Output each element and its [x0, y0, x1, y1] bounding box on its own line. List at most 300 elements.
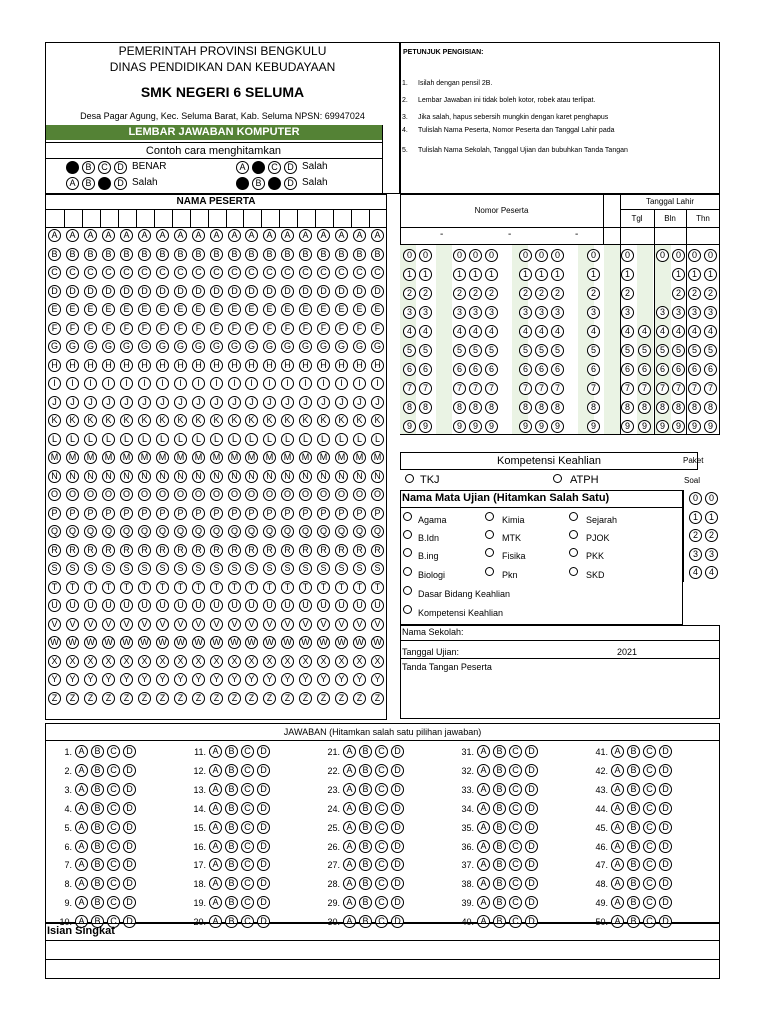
name-bubble[interactable]: B [84, 248, 97, 261]
name-bubble[interactable]: C [48, 266, 61, 279]
atph-radio[interactable] [553, 474, 562, 483]
answer-bubble[interactable]: A [477, 783, 490, 796]
answer-bubble[interactable]: C [241, 840, 254, 853]
answer-bubble[interactable]: C [643, 821, 656, 834]
answer-bubble[interactable]: A [611, 764, 624, 777]
name-bubble[interactable]: Y [138, 673, 151, 686]
name-bubble[interactable]: D [245, 285, 258, 298]
number-bubble[interactable]: 2 [469, 287, 482, 300]
answer-bubble[interactable]: A [611, 840, 624, 853]
name-bubble[interactable]: S [210, 562, 223, 575]
name-bubble[interactable]: E [335, 303, 348, 316]
number-bubble[interactable]: 8 [638, 401, 651, 414]
number-bubble[interactable]: 5 [621, 344, 634, 357]
name-bubble[interactable]: N [353, 470, 366, 483]
answer-bubble[interactable]: C [241, 821, 254, 834]
answer-bubble[interactable]: D [659, 802, 672, 815]
number-bubble[interactable]: 4 [621, 325, 634, 338]
name-bubble[interactable]: P [48, 507, 61, 520]
subject-radio[interactable] [569, 530, 578, 539]
number-bubble[interactable]: 3 [469, 306, 482, 319]
answer-bubble[interactable]: B [359, 896, 372, 909]
name-bubble[interactable]: I [84, 377, 97, 390]
name-bubble[interactable]: M [335, 451, 348, 464]
number-bubble[interactable]: 5 [672, 344, 685, 357]
answer-bubble[interactable]: D [123, 840, 136, 853]
name-bubble[interactable]: A [299, 229, 312, 242]
name-bubble[interactable]: Q [245, 525, 258, 538]
name-bubble[interactable]: U [192, 599, 205, 612]
paket-bubble[interactable]: 0 [705, 492, 718, 505]
name-bubble[interactable]: D [174, 285, 187, 298]
answer-bubble[interactable]: B [493, 915, 506, 928]
name-bubble[interactable]: M [84, 451, 97, 464]
name-bubble[interactable]: Z [192, 692, 205, 705]
number-bubble[interactable]: 2 [551, 287, 564, 300]
answer-bubble[interactable]: B [359, 783, 372, 796]
name-bubble[interactable]: A [353, 229, 366, 242]
answer-bubble[interactable]: C [643, 896, 656, 909]
name-bubble[interactable]: B [281, 248, 294, 261]
answer-bubble[interactable]: B [91, 821, 104, 834]
name-bubble[interactable]: P [245, 507, 258, 520]
answer-bubble[interactable]: A [343, 896, 356, 909]
name-bubble[interactable]: U [102, 599, 115, 612]
name-bubble[interactable]: G [210, 340, 223, 353]
answer-bubble[interactable]: B [225, 840, 238, 853]
name-bubble[interactable]: M [48, 451, 61, 464]
paket-bubble[interactable]: 4 [705, 566, 718, 579]
answer-bubble[interactable]: B [359, 877, 372, 890]
number-bubble[interactable]: 8 [403, 401, 416, 414]
name-bubble[interactable]: F [84, 322, 97, 335]
name-bubble[interactable]: J [156, 396, 169, 409]
name-bubble[interactable]: V [263, 618, 276, 631]
name-bubble[interactable]: Y [120, 673, 133, 686]
number-bubble[interactable]: 4 [587, 325, 600, 338]
number-bubble[interactable]: 7 [419, 382, 432, 395]
name-bubble[interactable]: U [353, 599, 366, 612]
name-bubble[interactable]: O [192, 488, 205, 501]
number-bubble[interactable]: 6 [419, 363, 432, 376]
name-bubble[interactable]: X [66, 655, 79, 668]
name-bubble[interactable]: W [84, 636, 97, 649]
number-bubble[interactable]: 5 [403, 344, 416, 357]
name-bubble[interactable]: W [192, 636, 205, 649]
name-bubble[interactable]: D [120, 285, 133, 298]
number-bubble[interactable]: 0 [704, 249, 717, 262]
name-bubble[interactable]: U [156, 599, 169, 612]
answer-bubble[interactable]: B [627, 840, 640, 853]
name-bubble[interactable]: I [245, 377, 258, 390]
number-bubble[interactable]: 0 [519, 249, 532, 262]
name-bubble[interactable]: I [156, 377, 169, 390]
name-bubble[interactable]: R [353, 544, 366, 557]
name-bubble[interactable]: N [156, 470, 169, 483]
name-bubble[interactable]: M [174, 451, 187, 464]
answer-bubble[interactable]: A [343, 821, 356, 834]
number-bubble[interactable]: 1 [688, 268, 701, 281]
name-bubble[interactable]: C [245, 266, 258, 279]
name-bubble[interactable]: Z [245, 692, 258, 705]
name-bubble[interactable]: R [138, 544, 151, 557]
number-bubble[interactable]: 6 [587, 363, 600, 376]
answer-bubble[interactable]: C [375, 840, 388, 853]
name-bubble[interactable]: Z [120, 692, 133, 705]
name-bubble[interactable]: I [174, 377, 187, 390]
name-bubble[interactable]: M [66, 451, 79, 464]
name-bubble[interactable]: X [156, 655, 169, 668]
name-bubble[interactable]: Y [335, 673, 348, 686]
answer-bubble[interactable]: A [209, 783, 222, 796]
name-bubble[interactable]: S [84, 562, 97, 575]
subject-radio[interactable] [403, 512, 412, 521]
name-bubble[interactable]: N [371, 470, 384, 483]
answer-bubble[interactable]: A [477, 821, 490, 834]
answer-bubble[interactable]: B [627, 896, 640, 909]
name-bubble[interactable]: T [192, 581, 205, 594]
answer-bubble[interactable]: B [493, 821, 506, 834]
name-bubble[interactable]: G [353, 340, 366, 353]
answer-bubble[interactable]: C [107, 745, 120, 758]
answer-bubble[interactable]: D [257, 821, 270, 834]
answer-bubble[interactable]: D [257, 858, 270, 871]
name-bubble[interactable]: Y [84, 673, 97, 686]
answer-bubble[interactable]: D [525, 915, 538, 928]
paket-bubble[interactable]: 0 [689, 492, 702, 505]
name-bubble[interactable]: F [138, 322, 151, 335]
name-bubble[interactable]: T [371, 581, 384, 594]
name-bubble[interactable]: H [138, 359, 151, 372]
name-bubble[interactable]: C [210, 266, 223, 279]
name-bubble[interactable]: P [210, 507, 223, 520]
answer-bubble[interactable]: C [509, 802, 522, 815]
answer-bubble[interactable]: D [257, 896, 270, 909]
name-bubble[interactable]: A [263, 229, 276, 242]
name-bubble[interactable]: U [84, 599, 97, 612]
answer-bubble[interactable]: B [627, 821, 640, 834]
number-bubble[interactable]: 9 [453, 420, 466, 433]
answer-bubble[interactable]: D [525, 877, 538, 890]
name-bubble[interactable]: R [192, 544, 205, 557]
name-bubble[interactable]: H [263, 359, 276, 372]
answer-bubble[interactable]: D [659, 858, 672, 871]
number-bubble[interactable]: 4 [551, 325, 564, 338]
name-bubble[interactable]: K [281, 414, 294, 427]
number-bubble[interactable]: 2 [519, 287, 532, 300]
answer-bubble[interactable]: C [375, 877, 388, 890]
name-bubble[interactable]: Z [263, 692, 276, 705]
name-bubble[interactable]: N [245, 470, 258, 483]
name-bubble[interactable]: A [210, 229, 223, 242]
name-bubble[interactable]: R [335, 544, 348, 557]
answer-bubble[interactable]: C [643, 764, 656, 777]
name-bubble[interactable]: W [263, 636, 276, 649]
answer-bubble[interactable]: A [209, 745, 222, 758]
number-bubble[interactable]: 9 [551, 420, 564, 433]
answer-bubble[interactable]: C [643, 802, 656, 815]
answer-bubble[interactable]: D [659, 877, 672, 890]
name-bubble[interactable]: C [353, 266, 366, 279]
number-bubble[interactable]: 4 [485, 325, 498, 338]
name-bubble[interactable]: L [281, 433, 294, 446]
answer-bubble[interactable]: D [391, 858, 404, 871]
name-bubble[interactable]: B [174, 248, 187, 261]
name-bubble[interactable]: R [371, 544, 384, 557]
name-bubble[interactable]: L [210, 433, 223, 446]
number-bubble[interactable]: 7 [485, 382, 498, 395]
name-bubble[interactable]: P [317, 507, 330, 520]
name-bubble[interactable]: E [281, 303, 294, 316]
name-bubble[interactable]: H [174, 359, 187, 372]
name-bubble[interactable]: J [210, 396, 223, 409]
name-bubble[interactable]: A [102, 229, 115, 242]
name-bubble[interactable]: H [84, 359, 97, 372]
answer-bubble[interactable]: C [509, 858, 522, 871]
answer-bubble[interactable]: A [75, 764, 88, 777]
name-bubble[interactable]: J [371, 396, 384, 409]
name-bubble[interactable]: I [353, 377, 366, 390]
number-bubble[interactable]: 6 [453, 363, 466, 376]
name-bubble[interactable]: D [66, 285, 79, 298]
name-bubble[interactable]: U [120, 599, 133, 612]
name-bubble[interactable]: H [210, 359, 223, 372]
answer-bubble[interactable]: D [257, 764, 270, 777]
answer-bubble[interactable]: B [225, 858, 238, 871]
answer-bubble[interactable]: B [493, 745, 506, 758]
number-bubble[interactable]: 6 [485, 363, 498, 376]
answer-bubble[interactable]: B [627, 783, 640, 796]
answer-bubble[interactable]: D [257, 802, 270, 815]
name-bubble[interactable]: U [371, 599, 384, 612]
name-bubble[interactable]: C [138, 266, 151, 279]
answer-bubble[interactable]: B [225, 764, 238, 777]
answer-bubble[interactable]: B [493, 840, 506, 853]
name-bubble[interactable]: S [228, 562, 241, 575]
name-bubble[interactable]: R [174, 544, 187, 557]
name-bubble[interactable]: T [228, 581, 241, 594]
name-bubble[interactable]: W [228, 636, 241, 649]
name-bubble[interactable]: B [335, 248, 348, 261]
paket-bubble[interactable]: 3 [689, 548, 702, 561]
number-bubble[interactable]: 6 [535, 363, 548, 376]
number-bubble[interactable]: 7 [621, 382, 634, 395]
number-bubble[interactable]: 1 [403, 268, 416, 281]
name-bubble[interactable]: M [353, 451, 366, 464]
subject-radio[interactable] [569, 567, 578, 576]
name-bubble[interactable]: K [174, 414, 187, 427]
name-bubble[interactable]: I [335, 377, 348, 390]
answer-bubble[interactable]: A [611, 745, 624, 758]
name-bubble[interactable]: J [174, 396, 187, 409]
name-bubble[interactable]: K [299, 414, 312, 427]
number-bubble[interactable]: 9 [535, 420, 548, 433]
number-bubble[interactable]: 3 [621, 306, 634, 319]
answer-bubble[interactable]: A [343, 745, 356, 758]
name-bubble[interactable]: G [84, 340, 97, 353]
name-bubble[interactable]: R [48, 544, 61, 557]
number-bubble[interactable]: 4 [688, 325, 701, 338]
name-bubble[interactable]: R [156, 544, 169, 557]
number-bubble[interactable]: 6 [638, 363, 651, 376]
name-bubble[interactable]: O [102, 488, 115, 501]
name-bubble[interactable]: Z [317, 692, 330, 705]
name-bubble[interactable]: J [263, 396, 276, 409]
answer-bubble[interactable]: A [75, 783, 88, 796]
name-bubble[interactable]: N [84, 470, 97, 483]
number-bubble[interactable]: 7 [672, 382, 685, 395]
name-bubble[interactable]: V [353, 618, 366, 631]
subject-radio[interactable] [403, 605, 412, 614]
name-bubble[interactable]: E [192, 303, 205, 316]
name-bubble[interactable]: X [138, 655, 151, 668]
number-bubble[interactable]: 4 [672, 325, 685, 338]
name-bubble[interactable]: Z [48, 692, 61, 705]
name-bubble[interactable]: N [335, 470, 348, 483]
name-bubble[interactable]: P [102, 507, 115, 520]
paket-bubble[interactable]: 2 [689, 529, 702, 542]
name-bubble[interactable]: I [263, 377, 276, 390]
name-bubble[interactable]: O [84, 488, 97, 501]
answer-bubble[interactable]: A [209, 896, 222, 909]
name-bubble[interactable]: F [102, 322, 115, 335]
answer-bubble[interactable]: C [107, 840, 120, 853]
answer-bubble[interactable]: C [643, 783, 656, 796]
name-bubble[interactable]: M [210, 451, 223, 464]
name-bubble[interactable]: G [263, 340, 276, 353]
answer-bubble[interactable]: D [123, 858, 136, 871]
name-bubble[interactable]: O [335, 488, 348, 501]
answer-bubble[interactable]: A [477, 745, 490, 758]
name-bubble[interactable]: S [120, 562, 133, 575]
name-bubble[interactable]: G [299, 340, 312, 353]
number-bubble[interactable]: 8 [551, 401, 564, 414]
name-bubble[interactable]: Y [66, 673, 79, 686]
answer-bubble[interactable]: B [627, 802, 640, 815]
number-bubble[interactable]: 9 [485, 420, 498, 433]
answer-bubble[interactable]: C [509, 783, 522, 796]
name-bubble[interactable]: T [120, 581, 133, 594]
answer-bubble[interactable]: C [509, 764, 522, 777]
number-bubble[interactable]: 6 [469, 363, 482, 376]
name-bubble[interactable]: B [138, 248, 151, 261]
answer-bubble[interactable]: D [257, 915, 270, 928]
name-bubble[interactable]: T [281, 581, 294, 594]
answer-bubble[interactable]: D [525, 783, 538, 796]
answer-bubble[interactable]: C [509, 896, 522, 909]
name-bubble[interactable]: W [299, 636, 312, 649]
number-bubble[interactable]: 7 [535, 382, 548, 395]
answer-bubble[interactable]: D [659, 821, 672, 834]
name-bubble[interactable]: W [281, 636, 294, 649]
answer-bubble[interactable]: C [375, 745, 388, 758]
name-bubble[interactable]: L [102, 433, 115, 446]
number-bubble[interactable]: 7 [688, 382, 701, 395]
name-bubble[interactable]: I [299, 377, 312, 390]
name-bubble[interactable]: B [102, 248, 115, 261]
name-bubble[interactable]: C [335, 266, 348, 279]
name-bubble[interactable]: W [66, 636, 79, 649]
name-bubble[interactable]: U [138, 599, 151, 612]
name-bubble[interactable]: F [66, 322, 79, 335]
name-bubble[interactable]: R [84, 544, 97, 557]
number-bubble[interactable]: 6 [519, 363, 532, 376]
paket-bubble[interactable]: 1 [689, 511, 702, 524]
name-bubble[interactable]: X [84, 655, 97, 668]
name-bubble[interactable]: S [281, 562, 294, 575]
name-bubble[interactable]: C [371, 266, 384, 279]
name-bubble[interactable]: F [210, 322, 223, 335]
answer-bubble[interactable]: A [75, 877, 88, 890]
name-bubble[interactable]: L [84, 433, 97, 446]
name-bubble[interactable]: B [192, 248, 205, 261]
name-bubble[interactable]: M [102, 451, 115, 464]
name-bubble[interactable]: O [353, 488, 366, 501]
name-bubble[interactable]: H [156, 359, 169, 372]
answer-bubble[interactable]: B [493, 858, 506, 871]
name-bubble[interactable]: M [263, 451, 276, 464]
name-bubble[interactable]: I [210, 377, 223, 390]
answer-bubble[interactable]: B [359, 858, 372, 871]
answer-bubble[interactable]: A [75, 858, 88, 871]
answer-bubble[interactable]: D [659, 764, 672, 777]
number-bubble[interactable]: 5 [704, 344, 717, 357]
number-bubble[interactable]: 9 [688, 420, 701, 433]
number-bubble[interactable]: 4 [535, 325, 548, 338]
name-bubble[interactable]: N [263, 470, 276, 483]
answer-bubble[interactable]: B [225, 821, 238, 834]
name-bubble[interactable]: P [192, 507, 205, 520]
name-bubble[interactable]: S [138, 562, 151, 575]
name-bubble[interactable]: V [174, 618, 187, 631]
answer-bubble[interactable]: C [241, 858, 254, 871]
name-bubble[interactable]: D [102, 285, 115, 298]
name-bubble[interactable]: S [174, 562, 187, 575]
answer-bubble[interactable]: C [107, 802, 120, 815]
name-bubble[interactable]: W [245, 636, 258, 649]
answer-bubble[interactable]: B [359, 821, 372, 834]
name-bubble[interactable]: C [156, 266, 169, 279]
name-bubble[interactable]: T [335, 581, 348, 594]
answer-bubble[interactable]: A [209, 840, 222, 853]
name-bubble[interactable]: P [263, 507, 276, 520]
answer-bubble[interactable]: B [493, 783, 506, 796]
name-bubble[interactable]: C [102, 266, 115, 279]
name-bubble[interactable]: V [156, 618, 169, 631]
answer-bubble[interactable]: D [525, 764, 538, 777]
name-bubble[interactable]: Z [228, 692, 241, 705]
name-bubble[interactable]: F [245, 322, 258, 335]
answer-bubble[interactable]: A [75, 896, 88, 909]
answer-bubble[interactable]: C [509, 877, 522, 890]
name-bubble[interactable]: Z [210, 692, 223, 705]
name-bubble[interactable]: D [84, 285, 97, 298]
name-bubble[interactable]: S [245, 562, 258, 575]
answer-bubble[interactable]: D [391, 783, 404, 796]
answer-bubble[interactable]: C [107, 896, 120, 909]
name-bubble[interactable]: P [84, 507, 97, 520]
name-bubble[interactable]: X [263, 655, 276, 668]
name-bubble[interactable]: Q [192, 525, 205, 538]
name-bubble[interactable]: U [317, 599, 330, 612]
name-bubble[interactable]: A [228, 229, 241, 242]
number-bubble[interactable]: 3 [535, 306, 548, 319]
name-bubble[interactable]: Z [299, 692, 312, 705]
number-bubble[interactable]: 2 [587, 287, 600, 300]
name-bubble[interactable]: W [353, 636, 366, 649]
name-bubble[interactable]: F [317, 322, 330, 335]
subject-radio[interactable] [569, 512, 578, 521]
